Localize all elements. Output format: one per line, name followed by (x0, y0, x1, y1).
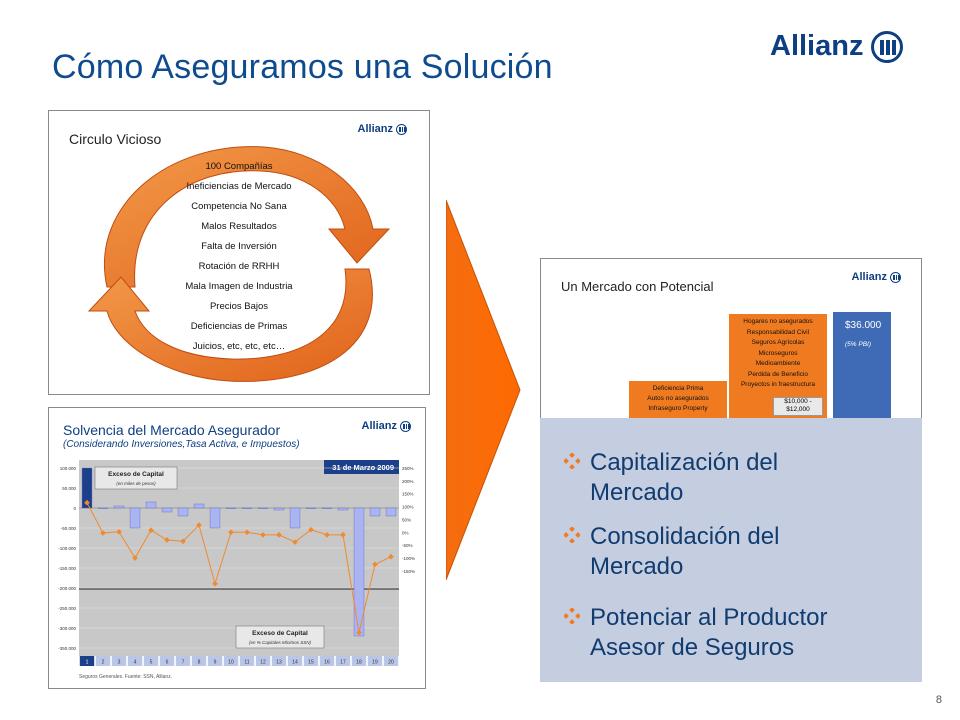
date-banner: 31 de Marzo 2009 (332, 463, 394, 472)
category-label: 15 (308, 659, 314, 666)
box-line: Hogares no asegurados (743, 318, 813, 325)
allianz-logo-small (852, 271, 901, 283)
category-label: 14 (292, 659, 298, 666)
total-potential-bar (833, 312, 891, 419)
category-label: 8 (197, 659, 201, 666)
diamond-bullet-icon (564, 527, 580, 543)
solvency-chart (49, 408, 425, 688)
bar (338, 508, 348, 510)
right-arrow-icon (446, 200, 526, 580)
category-label: 5 (149, 659, 153, 666)
logo-text: Allianz (361, 420, 397, 432)
bullet-line: Potenciar al Productor (590, 604, 828, 631)
bullet-item (564, 448, 778, 508)
category-label: 17 (340, 659, 346, 666)
amount-line: $10,000 - (784, 398, 812, 405)
bar (322, 508, 332, 509)
bar (290, 508, 300, 528)
left-tick-label: -50.000 (60, 526, 76, 531)
solutions-box (540, 418, 922, 682)
right-tick-label: -150% (402, 568, 416, 574)
right-tick-label: 0% (402, 530, 409, 536)
allianz-eagle-icon (890, 272, 901, 283)
list-item: Juicios, etc, etc, etc… (192, 341, 286, 352)
solvency-panel (48, 407, 426, 689)
allianz-eagle-icon (871, 31, 903, 63)
category-label: 3 (117, 659, 121, 666)
left-tick-label: -200.000 (58, 586, 76, 591)
left-tick-label: 0 (73, 506, 76, 511)
bar (146, 502, 156, 508)
list-item: Ineficiencias de Mercado (186, 181, 292, 192)
deficit-box (629, 381, 727, 419)
box-line: Autos no asegurados (647, 395, 709, 402)
right-tick-label: 200% (402, 478, 414, 484)
market-potential-panel (540, 258, 922, 418)
left-tick-label: 100.000 (59, 466, 76, 471)
list-item: Deficiencias de Primas (190, 321, 288, 332)
list-item: Precios Bajos (209, 301, 269, 312)
cycle-list (149, 157, 329, 357)
bar (386, 508, 396, 516)
category-label: 2 (101, 659, 105, 666)
bar (226, 508, 236, 509)
bar (114, 506, 124, 508)
bullet-line: Asesor de Seguros (590, 634, 795, 661)
vicious-circle-panel (48, 110, 430, 395)
list-item: Falta de Inversión (201, 241, 277, 252)
list-item: Rotación de RRHH (198, 261, 280, 272)
bar (178, 508, 188, 516)
category-label: 7 (181, 659, 185, 666)
bar (306, 508, 316, 509)
left-tick-label: -300.000 (58, 626, 76, 631)
category-label: 20 (388, 659, 394, 666)
right-tick-label: 250% (402, 466, 414, 471)
category-label: 12 (260, 659, 266, 666)
logo-text: Allianz (357, 123, 393, 135)
left-tick-label: -150.000 (58, 566, 76, 571)
bar (370, 508, 380, 516)
bar (258, 508, 268, 509)
box-line: Medioambiente (755, 360, 801, 367)
panel-subtitle: (Considerando Inversiones,Tasa Activa, e Impuestos) (63, 439, 300, 450)
category-label: 13 (276, 659, 282, 666)
box-line: Seguros Agrícolas (751, 339, 805, 346)
bullet-line: Mercado (590, 479, 684, 506)
bar (162, 508, 172, 512)
list-item: Malos Resultados (201, 221, 277, 232)
callout-bottom-title: Exceso de Capital (252, 630, 308, 637)
right-tick-label: 150% (402, 491, 414, 497)
bullet-line: Consolidación del (590, 523, 780, 550)
list-item: Competencia No Sana (191, 201, 287, 212)
category-label: 6 (165, 659, 169, 666)
left-tick-label: -250.000 (58, 606, 76, 611)
category-label: 11 (244, 659, 250, 666)
source-note: Seguros Generales. Fuente: SSN, Allianz. (79, 674, 173, 680)
box-line: Perdida de Beneficio (748, 370, 808, 378)
logo-text: Allianz (851, 271, 887, 283)
allianz-logo (770, 30, 903, 63)
page-title: Cómo Aseguramos una Solución (52, 48, 553, 86)
panel-title: Un Mercado con Potencial (561, 279, 714, 294)
category-label: 16 (324, 659, 330, 666)
right-tick-label: -100% (402, 556, 416, 561)
bar (130, 508, 140, 528)
box-line: Microseguros (758, 349, 798, 357)
category-label: 1 (85, 659, 89, 666)
left-tick-label: -350.000 (58, 646, 76, 651)
category-label: 19 (372, 659, 378, 666)
right-tick-label: 50% (402, 517, 412, 523)
category-label: 18 (356, 659, 362, 666)
right-tick-label: -50% (402, 543, 413, 549)
amount-line: $12,000 (786, 406, 810, 413)
box-line: Proyectos in fraestructura (740, 381, 816, 388)
category-label: 9 (213, 659, 217, 666)
bar (98, 508, 108, 509)
panel-title: Solvencia del Mercado Asegurador (63, 422, 281, 438)
bar (210, 508, 220, 528)
callout-top-title: Exceso de Capital (108, 471, 164, 478)
bullet-line: Capitalización del (590, 449, 779, 476)
bullet-line: Mercado (590, 553, 684, 580)
bar (274, 508, 284, 510)
bullet-item (564, 522, 779, 582)
callout-bottom-sub: (en % Capitales Mínimos SSN) (248, 640, 312, 645)
bullet-item (564, 603, 827, 663)
left-tick-label: 50.000 (62, 486, 76, 491)
total-pct: (5% PBI) (845, 341, 872, 348)
logo-text: Allianz (770, 30, 864, 62)
mid-amount-label (773, 397, 823, 416)
bar (194, 504, 204, 508)
left-tick-label: -100.000 (58, 546, 76, 551)
list-item: 100 Compañías (205, 161, 273, 172)
category-label: 10 (228, 659, 234, 666)
box-line: Responsabilidad Civil (746, 328, 810, 336)
diamond-bullet-icon (564, 608, 580, 624)
box-line: Deficiencia Prima (652, 385, 704, 392)
page-number: 8 (935, 694, 942, 706)
box-line: Infraseguro Property (648, 405, 708, 412)
list-item: Mala Imagen de Industria (185, 281, 293, 292)
callout-top-sub: (en miles de pesos) (116, 481, 156, 486)
category-label: 4 (133, 659, 137, 666)
total-amount: $36.000 (845, 320, 882, 331)
diamond-bullet-icon (564, 453, 580, 469)
right-tick-label: 100% (402, 504, 414, 510)
bar (242, 508, 252, 509)
panel-title: Circulo Vicioso (69, 131, 162, 147)
